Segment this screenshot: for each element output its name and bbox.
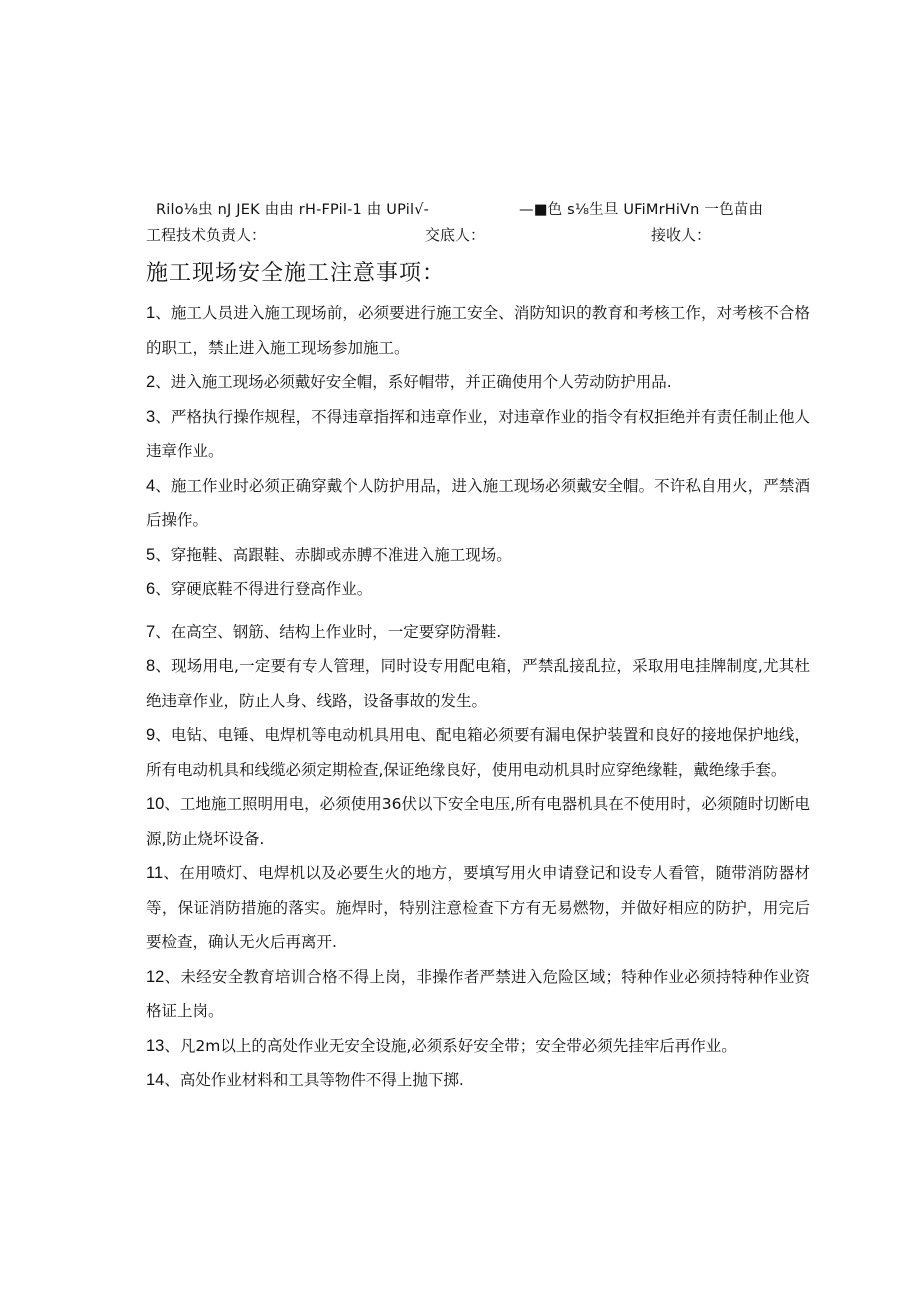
list-item bbox=[146, 787, 810, 856]
list-item bbox=[146, 615, 810, 650]
list-item bbox=[146, 856, 810, 960]
item-text: 、工地施工照明用电，必须使用36伏以下安全电压,所有电器机具在不使用时，必须随时切断电源,防止烧坏设备. bbox=[146, 795, 810, 848]
item-text: 、凡2m以上的高处作业无安全设施,必须系好安全带；安全带必须先挂牢后再作业。 bbox=[164, 1036, 737, 1055]
item-number: 13 bbox=[146, 1036, 165, 1055]
safety-items-list bbox=[146, 296, 810, 1098]
item-text: 、现场用电,一定要有专人管理，同时设专用配电箱，严禁乱接乱拉，采取用电挂牌制度,尤其杜绝违章作业，防止人身、线路，设备事故的发生。 bbox=[146, 657, 810, 710]
list-item bbox=[146, 538, 810, 573]
list-item bbox=[146, 469, 810, 538]
item-text: 、在高空、钢筋、结构上作业时，一定要穿防滑鞋. bbox=[155, 622, 502, 641]
item-text: 、穿硬底鞋不得进行登高作业。 bbox=[155, 580, 373, 598]
item-text: 、进入施工现场必须戴好安全帽，系好帽带，并正确使用个人劳动防护用品. bbox=[155, 373, 672, 391]
item-number: 6 bbox=[146, 580, 156, 598]
item-number: 2 bbox=[146, 373, 156, 391]
page-title: 施工现场安全施工注意事项： bbox=[146, 261, 446, 286]
paragraph-gap bbox=[146, 607, 810, 615]
item-text: 、高处作业材料和工具等物件不得上抛下掷. bbox=[164, 1071, 464, 1089]
list-item bbox=[146, 1029, 810, 1064]
garbled-header-left: Rilo⅛虫 nJ JEK 由由 rH-FPil-1 由 UPil√- bbox=[156, 202, 430, 218]
signature-presenter: 交底人： bbox=[425, 226, 486, 244]
list-item bbox=[146, 400, 810, 469]
list-item bbox=[146, 296, 810, 365]
item-number: 12 bbox=[146, 967, 165, 986]
item-number: 3 bbox=[146, 407, 156, 426]
list-item bbox=[146, 718, 810, 787]
item-number: 11 bbox=[146, 864, 164, 882]
item-number: 9 bbox=[146, 726, 156, 744]
item-number: 14 bbox=[146, 1071, 165, 1089]
list-item bbox=[146, 960, 810, 1029]
signature-technical-lead: 工程技术负责人： bbox=[146, 226, 267, 244]
item-text: 、穿拖鞋、高跟鞋、赤脚或赤膊不准进入施工现场。 bbox=[155, 545, 512, 564]
item-text: 、在用喷灯、电焊机以及必要生火的地方，要填写用火申请登记和设专人看管，随带消防器材等，保证消防措施的落实。施焊时，特别注意检查下方有无易燃物，并做好相应的防护，用完后要检查，确认无火后再离开. bbox=[146, 864, 810, 951]
item-number: 5 bbox=[146, 545, 156, 564]
garbled-header-right: —■色 s⅛生旦 UFiMrHiVn 一色苗由 bbox=[519, 202, 764, 218]
signature-receiver: 接收人： bbox=[651, 226, 712, 244]
item-text: 、电钻、电锤、电焊机等电动机具用电、配电箱必须要有漏电保护装置和良好的接地保护地线，所有电动机具和线缆必须定期检查,保证绝缘良好，使用电动机具时应穿绝缘鞋，戴绝缘手套。 bbox=[146, 726, 810, 779]
item-number: 10 bbox=[146, 795, 165, 813]
item-number: 4 bbox=[146, 476, 156, 495]
item-text: 、施工作业时必须正确穿戴个人防护用品，进入施工现场必须戴安全帽。不许私自用火，严禁酒后操作。 bbox=[146, 476, 810, 529]
item-text: 、严格执行操作规程，不得违章指挥和违章作业，对违章作业的指令有权拒绝并有责任制止他人违章作业。 bbox=[146, 407, 810, 460]
list-item bbox=[146, 649, 810, 718]
list-item bbox=[146, 572, 810, 607]
item-text: 、施工人员进入施工现场前，必须要进行施工安全、消防知识的教育和考核工作，对考核不合格的职工，禁止进入施工现场参加施工。 bbox=[146, 304, 810, 357]
item-number: 7 bbox=[146, 622, 156, 641]
list-item bbox=[146, 365, 810, 400]
list-item bbox=[146, 1063, 810, 1098]
item-text: 、未经安全教育培训合格不得上岗，非操作者严禁进入危险区域；特种作业必须持特种作业资格证上岗。 bbox=[146, 967, 810, 1020]
item-number: 8 bbox=[146, 657, 156, 675]
item-number: 1 bbox=[146, 304, 156, 322]
